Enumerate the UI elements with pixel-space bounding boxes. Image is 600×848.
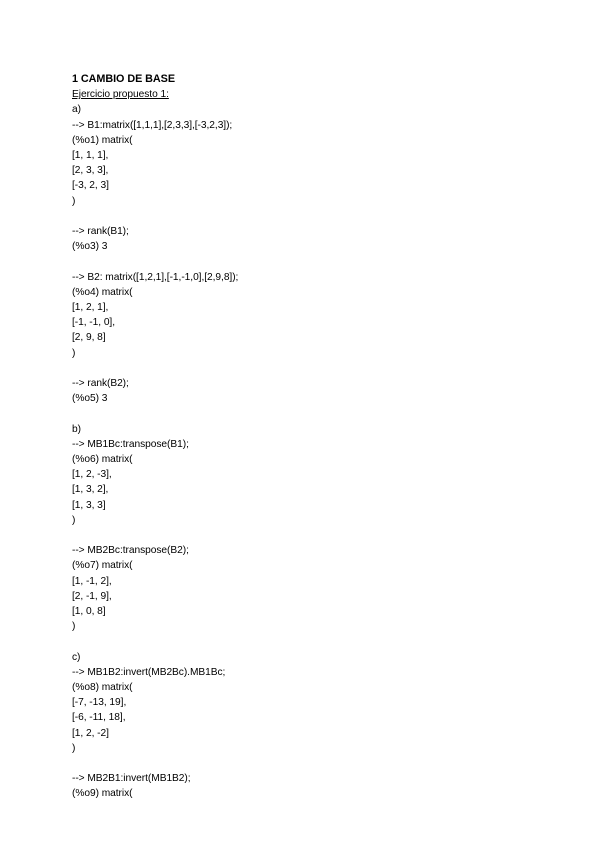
text-line: [-1, -1, 0], — [72, 317, 115, 329]
text-line: [2, -1, 9], — [72, 590, 112, 602]
text-line: [2, 9, 8] — [72, 332, 106, 344]
text-line: --> B1:matrix([1,1,1],[2,3,3],[-3,2,3]); — [72, 119, 233, 131]
text-line: ) — [72, 621, 76, 633]
text-line — [72, 756, 560, 771]
text-line: [1, -1, 2], — [72, 575, 112, 587]
text-line: ) — [72, 742, 76, 754]
text-line: b) — [72, 423, 81, 435]
text-line: [2, 3, 3], — [72, 165, 109, 177]
text-line: --> B2: matrix([1,2,1],[-1,-1,0],[2,9,8]); — [72, 271, 239, 283]
text-line: [-3, 2, 3] — [72, 180, 109, 192]
text-line: ) — [72, 195, 76, 207]
text-line — [72, 406, 560, 421]
text-line: [1, 2, -2] — [72, 727, 109, 739]
section-title: 1 CAMBIO DE BASE — [72, 73, 175, 85]
text-line — [72, 254, 560, 269]
document-body — [72, 102, 560, 801]
text-line: --> rank(B2); — [72, 378, 129, 390]
text-line: (%o4) matrix( — [72, 286, 133, 298]
document-page — [72, 72, 560, 802]
text-line: (%o3) 3 — [72, 241, 108, 253]
text-line: [1, 3, 3] — [72, 499, 106, 511]
text-line — [72, 528, 560, 543]
text-line: [1, 2, 1], — [72, 302, 109, 314]
text-line: (%o8) matrix( — [72, 682, 133, 694]
text-line: ) — [72, 514, 76, 526]
exercise-subtitle: Ejercicio propuesto 1: — [72, 89, 169, 101]
text-line: (%o7) matrix( — [72, 560, 133, 572]
text-line: [1, 1, 1], — [72, 150, 109, 162]
text-line: --> MB2B1:invert(MB1B2); — [72, 773, 191, 785]
text-line: a) — [72, 104, 81, 116]
text-line: --> MB2Bc:transpose(B2); — [72, 545, 189, 557]
text-line: (%o5) 3 — [72, 393, 108, 405]
text-line — [72, 361, 560, 376]
text-line — [72, 209, 560, 224]
text-line: --> rank(B1); — [72, 226, 129, 238]
text-line: --> MB1Bc:transpose(B1); — [72, 438, 189, 450]
text-line: ) — [72, 347, 76, 359]
text-line — [72, 634, 560, 649]
text-line: [-6, -11, 18], — [72, 712, 126, 724]
text-line: (%o1) matrix( — [72, 134, 133, 146]
text-line: [1, 2, -3], — [72, 469, 112, 481]
text-line: --> MB1B2:invert(MB2Bc).MB1Bc; — [72, 666, 226, 678]
text-line: [1, 3, 2], — [72, 484, 109, 496]
text-line: (%o6) matrix( — [72, 454, 133, 466]
text-line: [-7, -13, 19], — [72, 697, 127, 709]
text-line: [1, 0, 8] — [72, 606, 106, 618]
text-line: (%o9) matrix( — [72, 788, 133, 800]
text-line: c) — [72, 651, 81, 663]
